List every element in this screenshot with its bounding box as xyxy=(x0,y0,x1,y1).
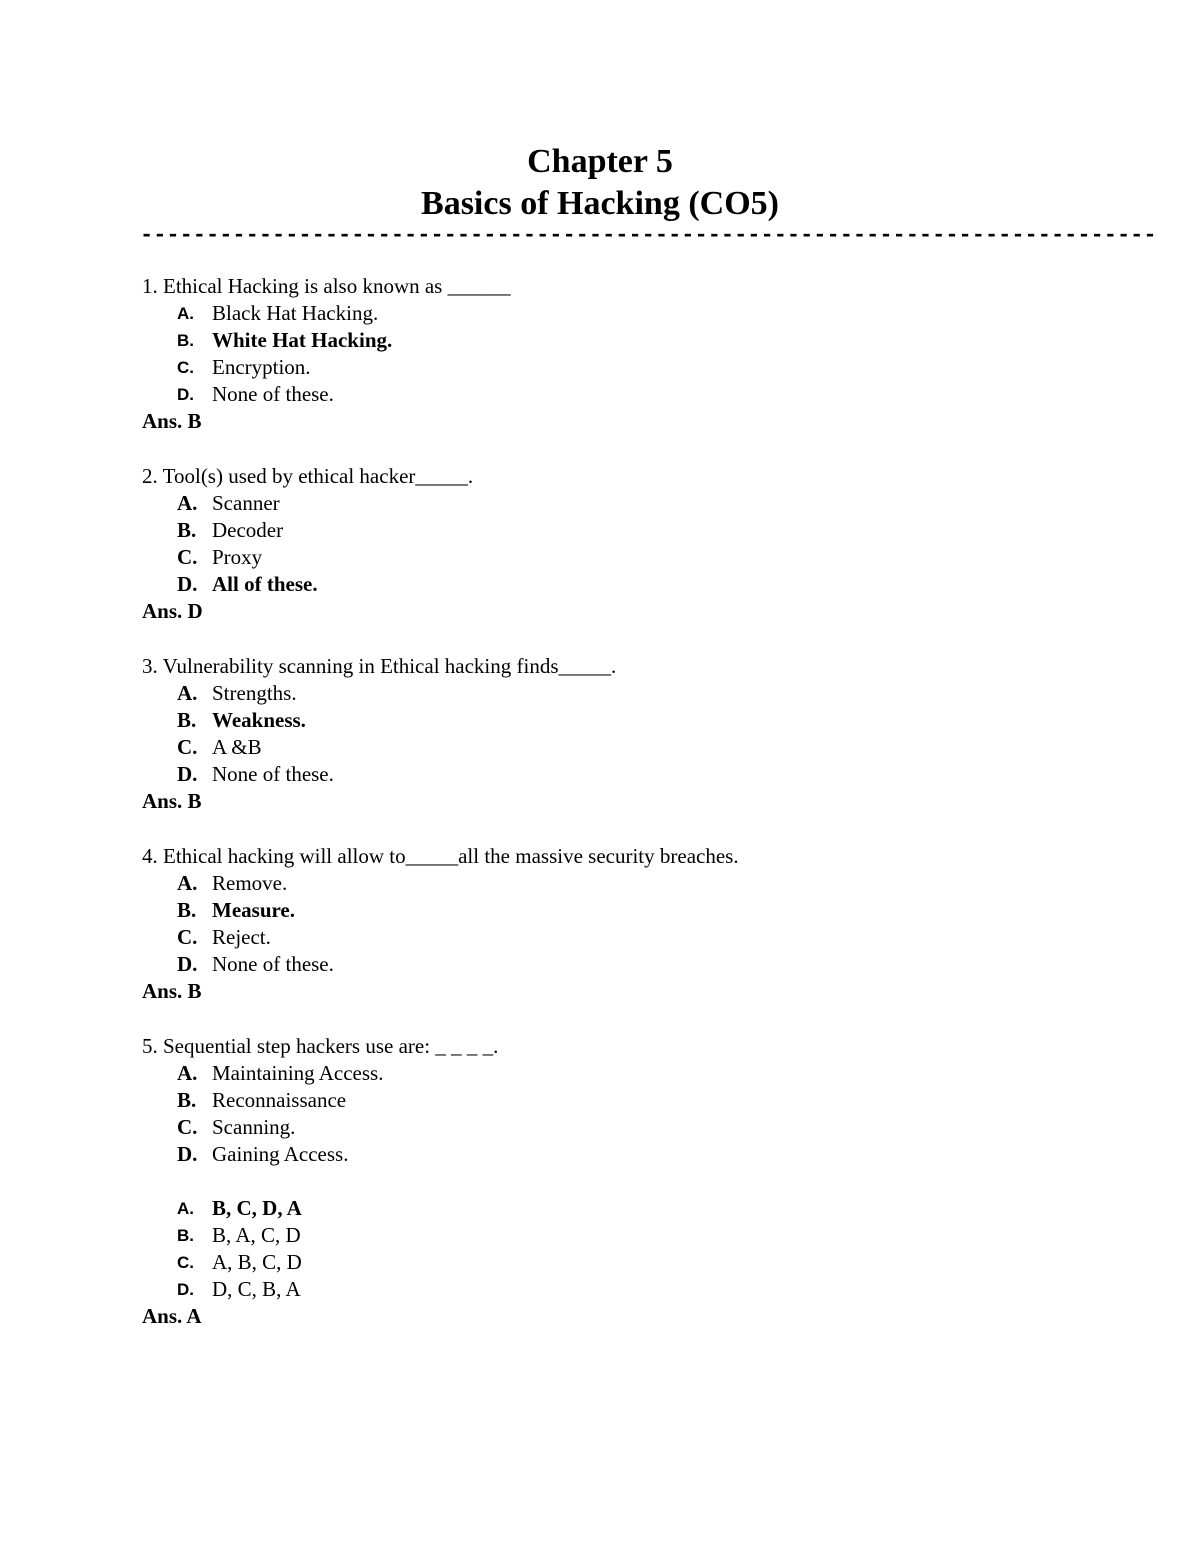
option-letter: B. xyxy=(177,331,194,350)
option-text: A &B xyxy=(212,735,262,759)
option-letter: B. xyxy=(177,898,197,922)
answer: Ans. A xyxy=(142,1304,202,1328)
option-letter: C. xyxy=(177,925,198,949)
option-letter: B. xyxy=(177,708,197,732)
question-2 xyxy=(142,463,1062,625)
option-text: Reconnaissance xyxy=(212,1088,347,1112)
option-letter: D. xyxy=(177,572,198,596)
option-a xyxy=(142,870,1062,897)
answer: Ans. B xyxy=(142,789,202,813)
option-c xyxy=(142,544,1062,571)
option-text: Reject. xyxy=(212,925,271,949)
option-a xyxy=(142,680,1062,707)
question-text: 2. Tool(s) used by ethical hacker_____. xyxy=(142,464,474,488)
chapter-title: Basics of Hacking (CO5) xyxy=(421,185,779,222)
answer: Ans. B xyxy=(142,409,202,433)
option-text: None of these. xyxy=(212,382,334,406)
question-5 xyxy=(142,1033,1062,1330)
option-letter: A. xyxy=(177,1199,194,1218)
option-text: Proxy xyxy=(212,545,263,569)
option-c xyxy=(142,354,1062,381)
option-letter: A. xyxy=(177,491,198,515)
option-b xyxy=(142,517,1062,544)
option-c xyxy=(142,924,1062,951)
option-text: Black Hat Hacking. xyxy=(212,301,379,325)
option-text: Scanning. xyxy=(212,1115,296,1139)
question-text: 1. Ethical Hacking is also known as ______ xyxy=(142,274,511,298)
question-1 xyxy=(142,273,1062,435)
option-text: Strengths. xyxy=(212,681,297,705)
option-a xyxy=(142,490,1062,517)
question-text: 3. Vulnerability scanning in Ethical hacking finds_____. xyxy=(142,654,617,678)
option-text: B, A, C, D xyxy=(212,1223,301,1247)
chapter-heading: Chapter 5 xyxy=(527,143,673,180)
answer: Ans. B xyxy=(142,979,202,1003)
option-d xyxy=(142,761,1062,788)
option-text: Weakness. xyxy=(212,708,306,732)
option-letter: D. xyxy=(177,1142,198,1166)
option-text: A, B, C, D xyxy=(212,1250,302,1274)
option-letter: C. xyxy=(177,735,198,759)
option-a xyxy=(142,1060,1062,1087)
spacer xyxy=(142,1168,1062,1195)
option-letter: B. xyxy=(177,1088,197,1112)
option-letter: C. xyxy=(177,545,198,569)
choice-d xyxy=(142,1276,1062,1303)
question-text: 4. Ethical hacking will allow to_____all the massive security breaches. xyxy=(142,844,739,868)
option-letter: A. xyxy=(177,1061,198,1085)
option-text: Maintaining Access. xyxy=(212,1061,384,1085)
option-b xyxy=(142,897,1062,924)
option-a xyxy=(142,300,1062,327)
option-text: Remove. xyxy=(212,871,288,895)
choice-b xyxy=(142,1222,1062,1249)
option-letter: C. xyxy=(177,358,194,377)
option-c xyxy=(142,1114,1062,1141)
option-b xyxy=(142,327,1062,354)
option-letter: D. xyxy=(177,762,198,786)
option-text: None of these. xyxy=(212,762,334,786)
dashed-rule: ----------------------------------------------------------------------------- xyxy=(140,223,1157,248)
option-letter: C. xyxy=(177,1253,194,1272)
option-text: Gaining Access. xyxy=(212,1142,349,1166)
option-c xyxy=(142,734,1062,761)
choice-a xyxy=(142,1195,1062,1222)
option-letter: A. xyxy=(177,681,198,705)
option-text: B, C, D, A xyxy=(212,1196,302,1220)
option-text: None of these. xyxy=(212,952,334,976)
question-3 xyxy=(142,653,1062,815)
option-text: White Hat Hacking. xyxy=(212,328,393,352)
option-b xyxy=(142,1087,1062,1114)
option-letter: C. xyxy=(177,1115,198,1139)
option-text: Measure. xyxy=(212,898,296,922)
option-b xyxy=(142,707,1062,734)
option-d xyxy=(142,571,1062,598)
option-letter: D. xyxy=(177,952,198,976)
option-letter: B. xyxy=(177,1226,194,1245)
option-text: D, C, B, A xyxy=(212,1277,301,1301)
question-text: 5. Sequential step hackers use are: _ _ _ _. xyxy=(142,1034,499,1058)
option-letter: A. xyxy=(177,304,194,323)
option-text: Decoder xyxy=(212,518,284,542)
choice-c xyxy=(142,1249,1062,1276)
option-letter: D. xyxy=(177,1280,194,1299)
option-text: Scanner xyxy=(212,491,280,515)
option-d xyxy=(142,381,1062,408)
option-letter: D. xyxy=(177,385,194,404)
question-4 xyxy=(142,843,1062,1005)
option-d xyxy=(142,1141,1062,1168)
option-d xyxy=(142,951,1062,978)
option-text: All of these. xyxy=(212,572,318,596)
option-letter: A. xyxy=(177,871,198,895)
answer: Ans. D xyxy=(142,599,203,623)
option-text: Encryption. xyxy=(212,355,311,379)
option-letter: B. xyxy=(177,518,197,542)
